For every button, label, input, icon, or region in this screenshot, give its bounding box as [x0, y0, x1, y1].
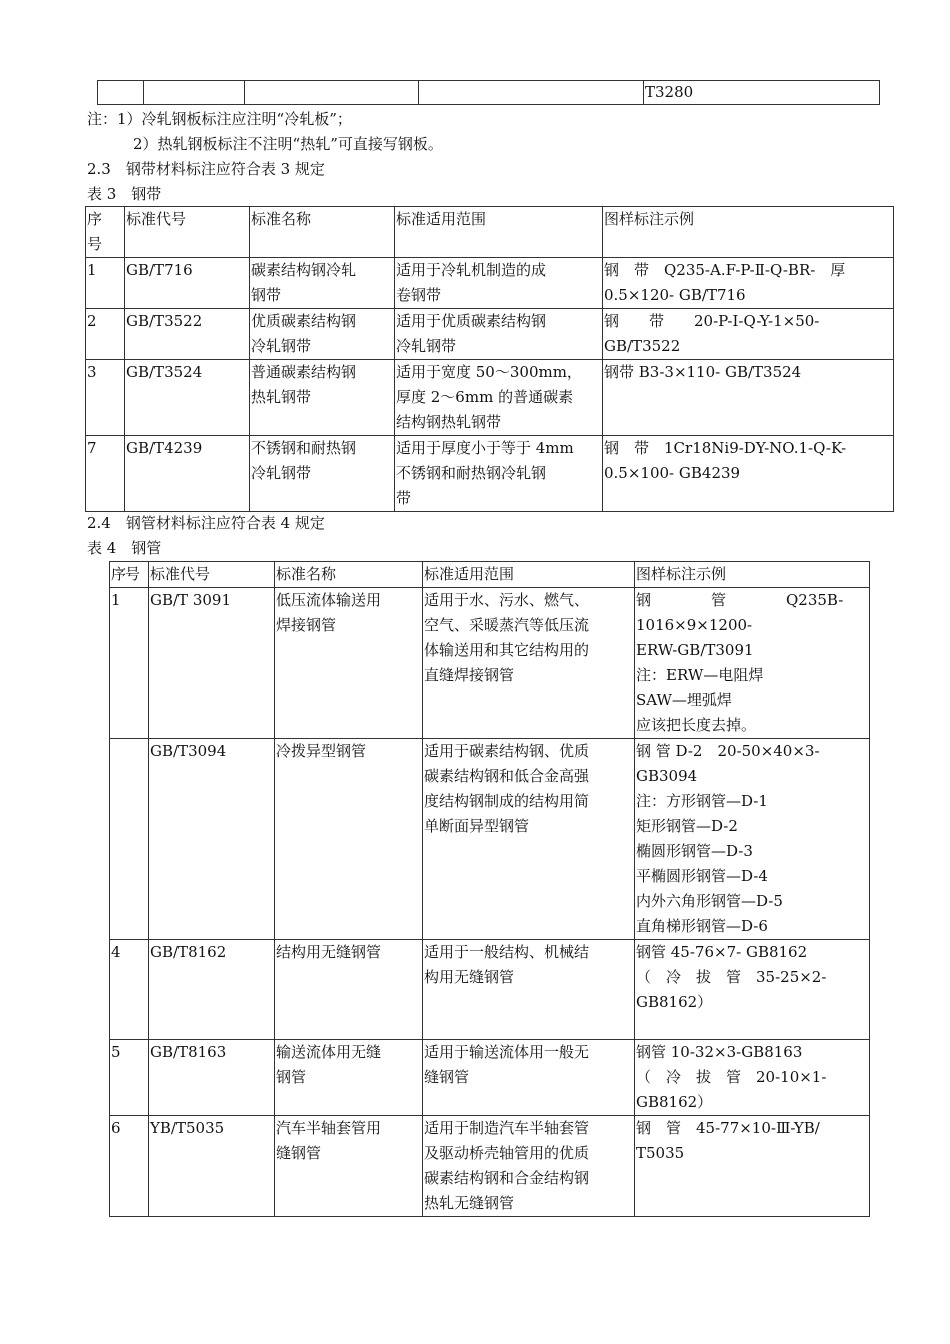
drawing-annotation-example-cell — [603, 360, 894, 436]
application-scope-line: 及驱动桥壳轴管用的优质 — [424, 1144, 590, 1162]
table-row — [86, 436, 894, 512]
drawing-annotation-example-line: ERW-GB/T3091 — [636, 641, 754, 659]
table-row — [110, 1040, 870, 1116]
application-scope-line: 体输送用和其它结构用的 — [424, 641, 590, 659]
application-scope-line: 空气、采暖蒸汽等低压流 — [424, 616, 590, 634]
table-cell — [245, 81, 419, 105]
drawing-annotation-example-line: 注：方形钢管—D-1 — [636, 792, 768, 810]
application-scope-line: 适用于水、污水、燃气、 — [424, 591, 590, 609]
drawing-annotation-example-line: 钢 管 Q235B- — [636, 591, 844, 609]
drawing-annotation-example-line: 钢 带 20-P-Ⅰ-Q-Y-1×50- — [604, 312, 820, 330]
application-scope-cell — [395, 360, 603, 436]
application-scope-line: 度结构钢制成的结构用简 — [424, 792, 590, 810]
application-scope-cell — [423, 588, 635, 739]
application-scope-line: 构用无缝钢管 — [424, 968, 515, 986]
standard-name-cell — [275, 1116, 423, 1217]
row-number-cell — [110, 739, 149, 940]
drawing-annotation-example-line: （ 冷 拔 管 20-10×1- — [636, 1068, 827, 1086]
header-name: 标准名称 — [275, 562, 423, 588]
drawing-annotation-example-line: GB8162） — [636, 1093, 713, 1111]
drawing-annotation-example-line: 钢带 B3-3×110- GB/T3524 — [604, 363, 802, 381]
application-scope-line: 适用于制造汽车半轴套管 — [424, 1119, 590, 1137]
drawing-annotation-example-line: 0.5×120- GB/T716 — [604, 286, 746, 304]
drawing-annotation-example-line: 钢 管 D-2 20-50×40×3- — [636, 742, 820, 760]
application-scope-line: 适用于一般结构、机械结 — [424, 943, 590, 961]
drawing-annotation-example-cell — [603, 436, 894, 512]
standard-name-line: 不锈钢和耐热钢 — [251, 439, 357, 457]
drawing-annotation-example-line: 矩形钢管—D-2 — [636, 817, 738, 835]
application-scope-line: 碳素结构钢和合金结构钢 — [424, 1169, 590, 1187]
application-scope-cell — [423, 739, 635, 940]
standard-name-cell — [275, 940, 423, 1040]
standard-code-cell: GB/T3094 — [149, 739, 275, 940]
standard-code-cell: GB/T3522 — [125, 309, 250, 360]
row-number-cell: 6 — [110, 1116, 149, 1217]
table-cell — [144, 81, 245, 105]
application-scope-line: 冷轧钢带 — [396, 337, 457, 355]
note-2: 2）热轧钢板标注不注明“热轧”可直接写钢板。 — [133, 135, 443, 153]
row-number-cell: 4 — [110, 940, 149, 1040]
application-scope-line: 碳素结构钢和低合金高强 — [424, 767, 590, 785]
note-1: 注：1）冷轧钢板标注应注明“冷轧板”； — [87, 110, 352, 128]
table-row — [110, 588, 870, 739]
drawing-annotation-example-line: 钢管 10-32×3-GB8163 — [636, 1043, 803, 1061]
table-row — [110, 739, 870, 940]
application-scope-line: 直缝焊接钢管 — [424, 666, 515, 684]
application-scope-line: 缝钢管 — [424, 1068, 470, 1086]
application-scope-line: 适用于碳素结构钢、优质 — [424, 742, 590, 760]
application-scope-line: 适用于输送流体用一般无 — [424, 1043, 590, 1061]
application-scope-line: 卷钢带 — [396, 286, 442, 304]
application-scope-cell — [395, 258, 603, 309]
row-number-cell: 1 — [86, 258, 125, 309]
header-code: 标准代号 — [125, 207, 250, 258]
standard-code-cell: YB/T5035 — [149, 1116, 275, 1217]
standard-name-line: 冷轧钢带 — [251, 464, 312, 482]
application-scope-cell — [423, 1040, 635, 1116]
header-example: 图样标注示例 — [603, 207, 894, 258]
standard-name-line: 结构用无缝钢管 — [276, 943, 382, 961]
drawing-annotation-example-line: GB3094 — [636, 767, 698, 785]
application-scope-line: 结构钢热轧钢带 — [396, 413, 502, 431]
standard-code-cell: GB/T4239 — [125, 436, 250, 512]
application-scope-line: 厚度 2～6mm 的普通碳素 — [396, 388, 574, 406]
standard-code-cell: GB/T 3091 — [149, 588, 275, 739]
drawing-annotation-example-line: 1016×9×1200- — [636, 616, 753, 634]
header-example: 图样标注示例 — [635, 562, 870, 588]
drawing-annotation-example-cell — [635, 588, 870, 739]
drawing-annotation-example-line: 钢 带 1Cr18Ni9-DY-NO.1-Q-K- — [604, 439, 847, 457]
standard-name-line: 汽车半轴套管用 — [276, 1119, 382, 1137]
table-4-caption: 表 4 钢管 — [87, 539, 162, 557]
standard-name-cell — [250, 360, 395, 436]
previous-table-tail — [97, 80, 880, 105]
header-scope: 标准适用范围 — [423, 562, 635, 588]
table-4-steel-pipe — [109, 561, 870, 1217]
drawing-annotation-example-cell — [635, 1040, 870, 1116]
drawing-annotation-example-line: （ 冷 拔 管 35-25×2- — [636, 968, 827, 986]
standard-name-line: 冷轧钢带 — [251, 337, 312, 355]
application-scope-cell — [395, 436, 603, 512]
application-scope-line: 适用于厚度小于等于 4mm — [396, 439, 574, 457]
application-scope-line: 热轧无缝钢管 — [424, 1194, 515, 1212]
table-row — [110, 940, 870, 1040]
row-number-cell: 1 — [110, 588, 149, 739]
application-scope-line: 适用于优质碳素结构钢 — [396, 312, 547, 330]
drawing-annotation-example-line: 平椭圆形钢管—D-4 — [636, 867, 768, 885]
standard-name-line: 钢带 — [251, 286, 282, 304]
standard-name-line: 冷拨异型钢管 — [276, 742, 367, 760]
standard-name-line: 钢管 — [276, 1068, 307, 1086]
header-name: 标准名称 — [250, 207, 395, 258]
table-row — [110, 1116, 870, 1217]
row-number-cell: 7 — [86, 436, 125, 512]
standard-name-line: 输送流体用无缝 — [276, 1043, 382, 1061]
table-row — [86, 309, 894, 360]
table-row — [86, 258, 894, 309]
header-no: 序 号 — [86, 207, 125, 258]
drawing-annotation-example-cell — [635, 1116, 870, 1217]
standard-name-line: 低压流体输送用 — [276, 591, 382, 609]
section-heading-2-3: 2.3 钢带材料标注应符合表 3 规定 — [87, 160, 325, 178]
standard-code-cell: GB/T8162 — [149, 940, 275, 1040]
row-number-cell: 3 — [86, 360, 125, 436]
drawing-annotation-example-cell — [635, 940, 870, 1040]
drawing-annotation-example-line: 钢管 45-76×7- GB8162 — [636, 943, 808, 961]
table-3-caption: 表 3 钢带 — [87, 185, 162, 203]
table-cell: T3280 — [644, 81, 880, 105]
standard-name-cell — [275, 739, 423, 940]
application-scope-line: 单断面异型钢管 — [424, 817, 530, 835]
header-code: 标准代号 — [149, 562, 275, 588]
standard-name-cell — [250, 436, 395, 512]
drawing-annotation-example-line: 内外六角形钢管—D-5 — [636, 892, 783, 910]
drawing-annotation-example-line: 0.5×100- GB4239 — [604, 464, 741, 482]
standard-name-line: 缝钢管 — [276, 1144, 322, 1162]
application-scope-line: 适用于冷轧机制造的成 — [396, 261, 547, 279]
standard-name-line: 焊接钢管 — [276, 616, 337, 634]
standard-name-cell — [250, 258, 395, 309]
standard-code-cell: GB/T8163 — [149, 1040, 275, 1116]
drawing-annotation-example-line: 钢 带 Q235-A.F-P-Ⅱ-Q-BR- 厚 — [604, 261, 846, 279]
application-scope-line: 带 — [396, 489, 412, 507]
header-no: 序号 — [110, 562, 149, 588]
standard-name-line: 碳素结构钢冷轧 — [251, 261, 357, 279]
row-number-cell: 5 — [110, 1040, 149, 1116]
application-scope-cell — [423, 940, 635, 1040]
standard-code-cell: GB/T3524 — [125, 360, 250, 436]
drawing-annotation-example-cell — [603, 258, 894, 309]
drawing-annotation-example-line: GB8162） — [636, 993, 713, 1011]
table-header-row — [110, 562, 870, 588]
drawing-annotation-example-line: SAW—埋弧焊 — [636, 691, 732, 709]
table-cell — [98, 81, 144, 105]
application-scope-line: 适用于宽度 50～300mm， — [396, 363, 582, 381]
standard-name-cell — [250, 309, 395, 360]
drawing-annotation-example-line: 钢 管 45-77×10-Ⅲ-YB/ — [636, 1119, 820, 1137]
application-scope-line: 不锈钢和耐热钢冷轧钢 — [396, 464, 547, 482]
table-header-row — [86, 207, 894, 258]
table-cell — [419, 81, 644, 105]
header-scope: 标准适用范围 — [395, 207, 603, 258]
drawing-annotation-example-line: T5035 — [636, 1144, 685, 1162]
drawing-annotation-example-line: 应该把长度去掉。 — [636, 716, 757, 734]
standard-name-line: 热轧钢带 — [251, 388, 312, 406]
drawing-annotation-example-line: 椭圆形钢管—D-3 — [636, 842, 753, 860]
application-scope-cell — [395, 309, 603, 360]
standard-code-cell: GB/T716 — [125, 258, 250, 309]
drawing-annotation-example-line: GB/T3522 — [604, 337, 681, 355]
standard-name-cell — [275, 1040, 423, 1116]
application-scope-cell — [423, 1116, 635, 1217]
drawing-annotation-example-cell — [603, 309, 894, 360]
table-row — [86, 360, 894, 436]
drawing-annotation-example-line: 注：ERW—电阻焊 — [636, 666, 764, 684]
standard-name-line: 普通碳素结构钢 — [251, 363, 357, 381]
drawing-annotation-example-cell — [635, 739, 870, 940]
standard-name-cell — [275, 588, 423, 739]
standard-name-line: 优质碳素结构钢 — [251, 312, 357, 330]
drawing-annotation-example-line: 直角梯形钢管—D-6 — [636, 917, 768, 935]
table-3-steel-strip — [85, 206, 894, 512]
row-number-cell: 2 — [86, 309, 125, 360]
section-heading-2-4: 2.4 钢管材料标注应符合表 4 规定 — [87, 514, 325, 532]
